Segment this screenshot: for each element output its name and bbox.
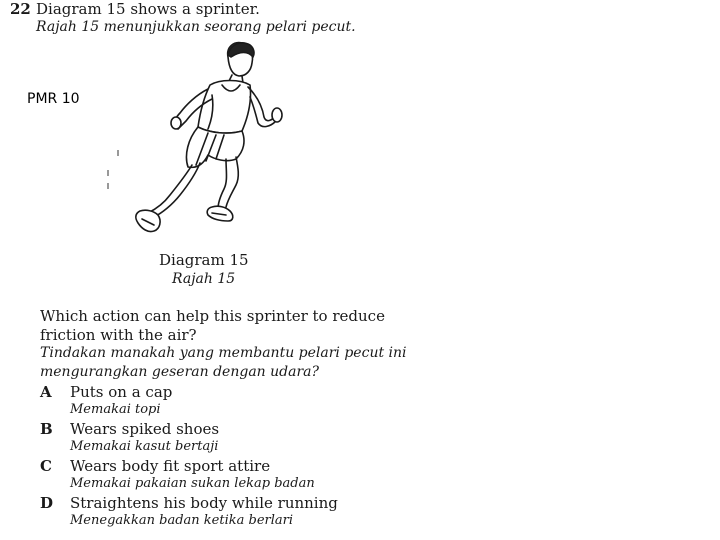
source-tag: PMR 10 [27,91,80,107]
option-a-malay: Memakai topi [70,402,161,417]
scan-speck [107,170,109,176]
option-d-malay: Menegakkan badan ketika berlari [70,513,294,528]
option-c-letter: C [40,457,52,475]
option-c-english[interactable]: Wears body fit sport attire [70,457,271,475]
intro-english: Diagram 15 shows a sprinter. [36,0,260,18]
scan-speck [117,150,119,156]
stem-english-line2: friction with the air? [40,326,197,344]
sprinter-illustration [100,35,300,250]
option-d-english[interactable]: Straightens his body while running [70,494,338,512]
intro-malay: Rajah 15 menunjukkan seorang pelari pecut. [36,19,356,35]
scan-speck [107,183,109,189]
question-number: 22 [10,0,31,18]
diagram-caption-malay: Rajah 15 [172,271,236,287]
stem-malay-line2: mengurangkan geseran dengan udara? [40,364,320,380]
diagram-caption-english: Diagram 15 [159,251,249,269]
option-b-english[interactable]: Wears spiked shoes [70,420,220,438]
option-d-letter: D [40,494,54,512]
stem-english-line1: Which action can help this sprinter to reduce [40,307,385,325]
option-c-malay: Memakai pakaian sukan lekap badan [70,476,315,491]
stem-malay-line1: Tindakan manakah yang membantu pelari pecut ini [40,345,407,361]
option-b-malay: Memakai kasut bertaji [70,439,219,454]
option-a-letter: A [40,383,52,401]
option-a-english[interactable]: Puts on a cap [70,383,173,401]
option-b-letter: B [40,420,53,438]
